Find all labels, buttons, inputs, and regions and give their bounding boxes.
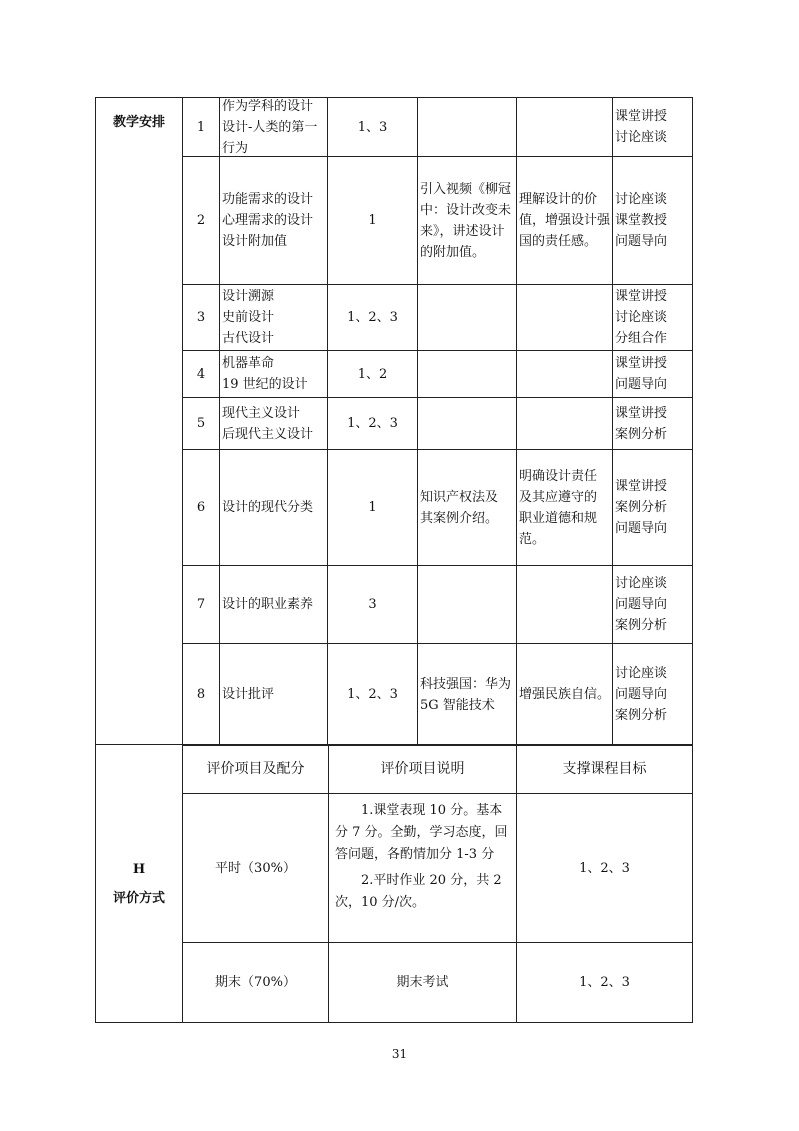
- schedule-row-6-no-text: 6: [196, 500, 206, 515]
- schedule-row-2-goals-text: 1: [368, 213, 377, 228]
- schedule-row-5-methods: [612, 397, 693, 450]
- schedule-row-1-effect: [516, 97, 613, 157]
- schedule-row-2-content: [219, 156, 328, 285]
- schedule-row-5-content-line: 后现代主义设计: [222, 426, 314, 442]
- schedule-row-3-ideology: [417, 284, 517, 351]
- schedule-row-2-content-line: 功能需求的设计: [222, 192, 314, 207]
- schedule-row-3-methods: [612, 284, 693, 351]
- schedule-row-7-content-line: 设计的职业素养: [222, 597, 314, 612]
- eval-final-goals: 1、2、3: [516, 942, 693, 1023]
- schedule-row-4-methods: [612, 350, 693, 398]
- schedule-row-6-ideology: [417, 449, 517, 566]
- schedule-row-5-content-line: 现代主义设计: [222, 405, 301, 421]
- schedule-row-8-ideology-line: 科技强国：华为: [420, 676, 512, 692]
- schedule-row-1-no: [182, 97, 220, 157]
- schedule-row-2-ideology-line: 的附加值。: [420, 244, 486, 260]
- schedule-row-2-methods: [612, 156, 693, 285]
- schedule-row-8-ideology: [417, 643, 517, 746]
- schedule-row-1-content: [219, 97, 328, 157]
- schedule-row-7-no-text: 7: [196, 597, 206, 612]
- schedule-row-6-content-line: 设计的现代分类: [222, 500, 314, 515]
- schedule-row-5-goals-text: 1、2、3: [347, 416, 398, 431]
- schedule-row-8-goals: [327, 643, 418, 746]
- schedule-row-5-no-text: 5: [196, 416, 206, 431]
- eval-final-item: 期末（70%）: [182, 942, 329, 1023]
- schedule-row-1-methods-line: 讨论座谈: [615, 130, 668, 145]
- eval-header-desc: 评价项目说明: [328, 744, 517, 794]
- schedule-row-3-effect: [516, 284, 613, 351]
- schedule-row-6-goals-text: 1: [368, 500, 377, 515]
- schedule-row-8-effect: [516, 643, 613, 746]
- schedule-row-3-goals-text: 1、2、3: [347, 310, 398, 325]
- schedule-row-1-goals: [327, 97, 418, 157]
- schedule-row-4-no: [182, 350, 220, 398]
- schedule-row-3-no: [182, 284, 220, 351]
- schedule-row-8-goals-text: 1、2、3: [347, 687, 398, 702]
- schedule-row-2-effect-line: 国的责任感。: [519, 234, 598, 249]
- schedule-row-4-content: [219, 350, 328, 398]
- schedule-row-1-content-line: 设计-人类的第一: [222, 119, 318, 135]
- schedule-row-5-goals: [327, 397, 418, 450]
- schedule-row-6-ideology-line: 知识产权法及: [420, 489, 499, 505]
- schedule-row-2-ideology-line: 中：设计改变未: [420, 202, 512, 218]
- schedule-row-2-effect-line: 值，增强设计强: [519, 213, 611, 228]
- schedule-row-1-methods: [612, 97, 693, 157]
- schedule-row-6-content: [219, 449, 328, 566]
- schedule-row-2-methods-line: 课堂教授: [615, 213, 668, 228]
- schedule-row-3-methods-line: 课堂讲授: [615, 289, 668, 304]
- course-table: [95, 97, 693, 1023]
- schedule-row-4-no-text: 4: [196, 366, 206, 382]
- schedule-row-2-methods-line: 问题导向: [615, 234, 668, 249]
- eval-usual-desc: [328, 793, 517, 943]
- schedule-row-1-content-line: 作为学科的设计: [222, 98, 314, 114]
- schedule-row-4-goals: [327, 350, 418, 398]
- eval-usual-desc-2: 2.平时作业 20 分，共 2 次，10 分/次。: [335, 873, 502, 910]
- page-number: 31: [391, 1047, 408, 1061]
- eval-final-desc: 期末考试: [328, 942, 517, 1023]
- schedule-row-7-effect: [516, 565, 613, 644]
- schedule-row-2-effect-line: 理解设计的价: [519, 192, 598, 207]
- schedule-row-6-effect-line: 职业道德和规: [519, 510, 598, 526]
- schedule-row-6-methods: [612, 449, 693, 566]
- schedule-label: 教学安排: [112, 115, 165, 130]
- schedule-row-8-effect-line: 增强民族自信。: [519, 687, 611, 702]
- evaluation-label-cell: [95, 744, 183, 1023]
- schedule-row-2-no-text: 2: [196, 213, 206, 228]
- schedule-row-5-content: [219, 397, 328, 450]
- schedule-row-4-goals-text: 1、2: [357, 366, 388, 382]
- schedule-row-7-methods-line: 问题导向: [615, 597, 668, 612]
- schedule-row-7-goals-text: 3: [368, 597, 377, 612]
- schedule-row-2-ideology: [417, 156, 517, 285]
- schedule-row-6-effect: [516, 449, 613, 566]
- schedule-row-8-no-text: 8: [196, 687, 206, 702]
- eval-usual-item: 平时（30%）: [182, 793, 329, 943]
- schedule-row-2-methods-line: 讨论座谈: [615, 192, 668, 207]
- schedule-row-7-content: [219, 565, 328, 644]
- schedule-row-2-ideology-line: 来》，讲述设计: [420, 223, 505, 239]
- schedule-row-8-methods-line: 讨论座谈: [615, 666, 668, 681]
- schedule-row-7-no: [182, 565, 220, 644]
- schedule-row-2-content-line: 心理需求的设计: [222, 213, 314, 228]
- schedule-row-3-content: [219, 284, 328, 351]
- evaluation-label: 评价方式: [112, 890, 165, 906]
- schedule-row-7-ideology: [417, 565, 517, 644]
- schedule-row-8-methods-line: 问题导向: [615, 687, 668, 702]
- schedule-row-8-content: [219, 643, 328, 746]
- schedule-row-2-no: [182, 156, 220, 285]
- schedule-row-6-effect-line: 范。: [519, 531, 546, 547]
- schedule-row-6-methods-line: 案例分析: [615, 500, 668, 515]
- schedule-row-3-no-text: 3: [196, 310, 206, 325]
- schedule-row-4-content-line: 机器革命: [222, 356, 275, 371]
- schedule-row-2-effect: [516, 156, 613, 285]
- schedule-row-6-no: [182, 449, 220, 566]
- schedule-row-4-content-line: 19 世纪的设计: [222, 377, 308, 392]
- schedule-row-8-methods: [612, 643, 693, 746]
- schedule-row-3-methods-line: 分组合作: [615, 331, 668, 346]
- schedule-row-8-methods-line: 案例分析: [615, 708, 668, 723]
- schedule-row-2-goals: [327, 156, 418, 285]
- schedule-row-6-methods-line: 课堂讲授: [615, 479, 668, 494]
- schedule-row-5-no: [182, 397, 220, 450]
- schedule-row-5-ideology: [417, 397, 517, 450]
- schedule-row-6-effect-line: 明确设计责任: [519, 468, 598, 484]
- schedule-row-7-methods: [612, 565, 693, 644]
- schedule-row-8-ideology-line: 5G 智能技术: [420, 697, 495, 713]
- schedule-row-2-content-line: 设计附加值: [222, 234, 288, 249]
- schedule-row-1-ideology: [417, 97, 517, 157]
- eval-header-item: 评价项目及配分: [182, 744, 329, 794]
- schedule-row-8-no: [182, 643, 220, 746]
- schedule-row-5-effect: [516, 397, 613, 450]
- schedule-row-4-ideology: [417, 350, 517, 398]
- schedule-row-5-methods-line: 课堂讲授: [615, 405, 668, 421]
- schedule-row-7-goals: [327, 565, 418, 644]
- schedule-row-1-content-line: 行为: [222, 140, 249, 156]
- schedule-row-4-methods-line: 课堂讲授: [615, 356, 668, 371]
- schedule-label-cell: [95, 97, 183, 745]
- schedule-row-1-no-text: 1: [196, 119, 206, 135]
- schedule-row-6-goals: [327, 449, 418, 566]
- schedule-row-6-effect-line: 及其应遵守的: [519, 489, 598, 505]
- schedule-row-5-methods-line: 案例分析: [615, 426, 668, 442]
- eval-usual-desc-1: 1.课堂表现 10 分。基本分 7 分。全勤，学习态度，回答问题，各酌情加分 1-3 分: [335, 803, 508, 862]
- eval-usual-goals: 1、2、3: [516, 793, 693, 943]
- schedule-row-6-ideology-line: 其案例介绍。: [420, 510, 499, 526]
- schedule-row-4-methods-line: 问题导向: [615, 377, 668, 392]
- schedule-row-7-methods-line: 讨论座谈: [615, 576, 668, 591]
- schedule-row-7-methods-line: 案例分析: [615, 618, 668, 633]
- schedule-row-3-methods-line: 讨论座谈: [615, 310, 668, 325]
- schedule-row-3-content-line: 史前设计: [222, 310, 275, 325]
- schedule-row-8-content-line: 设计批评: [222, 687, 275, 702]
- schedule-row-3-content-line: 古代设计: [222, 331, 275, 346]
- eval-header-goals: 支撑课程目标: [516, 744, 693, 794]
- schedule-row-3-content-line: 设计溯源: [222, 289, 275, 304]
- schedule-row-4-effect: [516, 350, 613, 398]
- evaluation-label-letter: H: [132, 861, 146, 877]
- schedule-row-1-methods-line: 课堂讲授: [615, 109, 668, 124]
- schedule-row-2-ideology-line: 引入视频《柳冠: [420, 181, 512, 197]
- schedule-row-1-goals-text: 1、3: [357, 119, 388, 135]
- schedule-row-3-goals: [327, 284, 418, 351]
- schedule-row-6-methods-line: 问题导向: [615, 521, 668, 536]
